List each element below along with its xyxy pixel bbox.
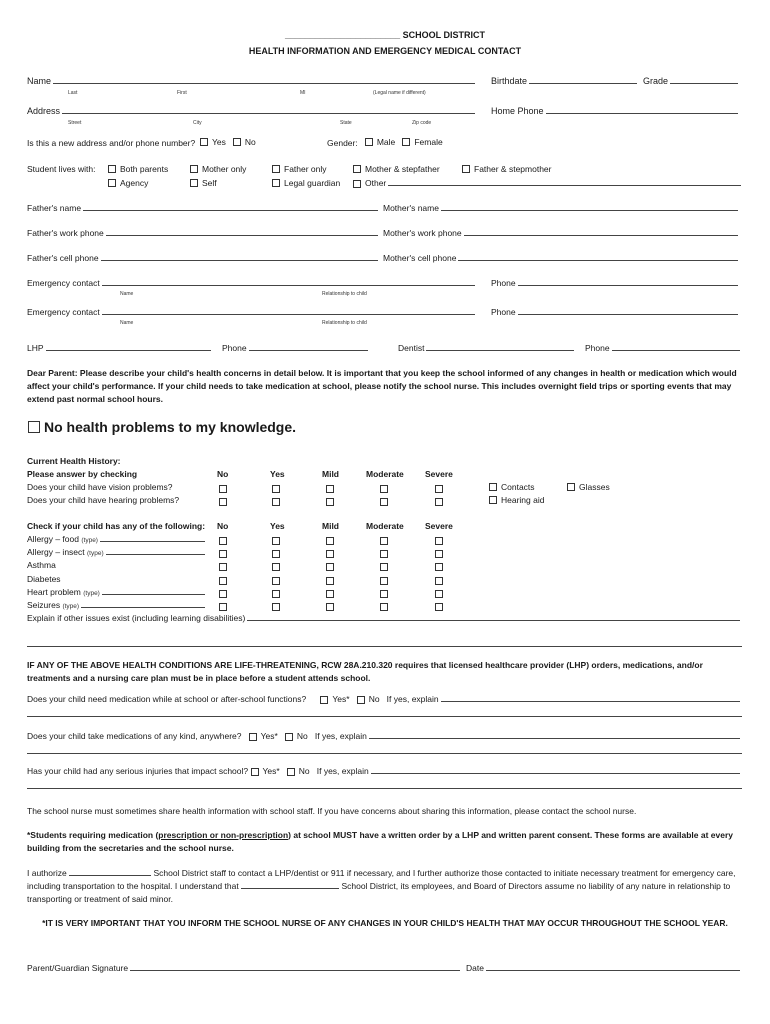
- allergy-insect-mild-checkbox[interactable]: [326, 550, 334, 558]
- vision-moderate-checkbox[interactable]: [380, 485, 388, 493]
- important-notice: *IT IS VERY IMPORTANT THAT YOU INFORM THE SCHOOL NURSE OF ANY CHANGES IN YOUR CHILD'S HEALTH THAT MAY OCCUR THROUGHOUT THE SCHOOL YEAR.: [42, 918, 728, 928]
- seizures-type-field[interactable]: [81, 607, 205, 608]
- no-problems-row: No health problems to my knowledge.: [28, 419, 296, 435]
- dear-parent-text: Dear Parent: Please describe your child's health concerns in detail below. It is important that you keep the school informed of any changes in health or medication which would affect your child's performance. If your child needs to take medication at school, please notify the school nurse. This includes overnight field trips or sporting events that may extend past normal school hours.: [27, 368, 737, 404]
- heart-problem-moderate-checkbox[interactable]: [380, 590, 388, 598]
- lives-other-row: Other: [353, 178, 743, 188]
- emergency-contact-1-field[interactable]: [102, 285, 475, 286]
- asthma-no-checkbox[interactable]: [219, 563, 227, 571]
- vision-severe-checkbox[interactable]: [435, 485, 443, 493]
- fathers-work-phone-field[interactable]: [106, 235, 378, 236]
- lives-self-checkbox[interactable]: [190, 179, 198, 187]
- diabetes-moderate-checkbox[interactable]: [380, 577, 388, 585]
- q3-explain-field[interactable]: [371, 773, 740, 774]
- hearing-no-checkbox[interactable]: [219, 498, 227, 506]
- allergy-insect-no-checkbox[interactable]: [219, 550, 227, 558]
- vision-mild-checkbox[interactable]: [326, 485, 334, 493]
- gender-female-checkbox[interactable]: [402, 138, 410, 146]
- q2-yes-checkbox[interactable]: [249, 733, 257, 741]
- birthdate-field[interactable]: [529, 83, 637, 84]
- vision-yes-checkbox[interactable]: [272, 485, 280, 493]
- mothers-work-phone-field[interactable]: [464, 235, 738, 236]
- home-phone-row: Home Phone: [491, 106, 740, 116]
- contacts-checkbox[interactable]: [489, 483, 497, 491]
- allergy-food-no-checkbox[interactable]: [219, 537, 227, 545]
- allergy-food-severe-checkbox[interactable]: [435, 537, 443, 545]
- gender-male-checkbox[interactable]: [365, 138, 373, 146]
- q3-yes-checkbox[interactable]: [251, 768, 259, 776]
- heart-problem-mild-checkbox[interactable]: [326, 590, 334, 598]
- q2-explain-field[interactable]: [369, 738, 740, 739]
- heart-problem-severe-checkbox[interactable]: [435, 590, 443, 598]
- seizures-severe-checkbox[interactable]: [435, 603, 443, 611]
- lives-father-stepmother-checkbox[interactable]: [462, 165, 470, 173]
- address-field[interactable]: [62, 113, 475, 114]
- lives-both-parents-checkbox[interactable]: [108, 165, 116, 173]
- form-title: HEALTH INFORMATION AND EMERGENCY MEDICAL CONTACT: [248, 46, 522, 56]
- allergy-insect-severe-checkbox[interactable]: [435, 550, 443, 558]
- lives-father-only-checkbox[interactable]: [272, 165, 280, 173]
- new-address-question: Is this a new address and/or phone number? Yes No: [27, 137, 256, 148]
- nurse-note: The school nurse must sometimes share health information with school staff. If you have concerns about sharing this information, please contact the school nurse.: [27, 806, 637, 816]
- lhp-field[interactable]: [46, 350, 211, 351]
- allergy-insect-type-field[interactable]: [106, 554, 205, 555]
- heart-problem-no-checkbox[interactable]: [219, 590, 227, 598]
- lives-other-checkbox[interactable]: [353, 180, 361, 188]
- address-row: Address: [27, 106, 477, 116]
- mothers-cell-phone-field[interactable]: [458, 260, 738, 261]
- seizures-no-checkbox[interactable]: [219, 603, 227, 611]
- fathers-name-field[interactable]: [83, 210, 378, 211]
- name-field[interactable]: [53, 83, 475, 84]
- medication-note: *Students requiring medication (prescription or non-prescription) at school MUST have a written order by a LHP and written parent consent. These forms are available at every building from the secretaries and the school nurse.: [27, 830, 733, 853]
- date-field[interactable]: [486, 970, 740, 971]
- emergency-contact-2-field[interactable]: [102, 314, 475, 315]
- emergency-phone-2-field[interactable]: [518, 314, 738, 315]
- q1-no-checkbox[interactable]: [357, 696, 365, 704]
- explain-other-issues-field[interactable]: [247, 620, 740, 621]
- authorize-district-field[interactable]: [69, 868, 151, 876]
- mothers-name-field[interactable]: [441, 210, 738, 211]
- dentist-field[interactable]: [426, 350, 574, 351]
- name-row: Name: [27, 76, 477, 86]
- asthma-moderate-checkbox[interactable]: [380, 563, 388, 571]
- seizures-moderate-checkbox[interactable]: [380, 603, 388, 611]
- q3-explain-line-2[interactable]: [27, 788, 742, 789]
- hearing-mild-checkbox[interactable]: [326, 498, 334, 506]
- allergy-insect-yes-checkbox[interactable]: [272, 550, 280, 558]
- lives-legal-guardian-checkbox[interactable]: [272, 179, 280, 187]
- lives-mother-only-checkbox[interactable]: [190, 165, 198, 173]
- diabetes-severe-checkbox[interactable]: [435, 577, 443, 585]
- hearing-yes-checkbox[interactable]: [272, 498, 280, 506]
- asthma-severe-checkbox[interactable]: [435, 563, 443, 571]
- diabetes-no-checkbox[interactable]: [219, 577, 227, 585]
- seizures-yes-checkbox[interactable]: [272, 603, 280, 611]
- vision-no-checkbox[interactable]: [219, 485, 227, 493]
- grade-row: Grade: [643, 76, 740, 86]
- authorization-text: I authorize School District staff to contact a LHP/dentist or 911 if necessary, and I further authorize those contacted to initiate necessary treatment for emergency care, including transportation to the hospital. I understand that School District, its employees, and Board of Directors assume no liability of any nature in relationship to transporting or treatment of said minor.: [27, 868, 736, 904]
- diabetes-mild-checkbox[interactable]: [326, 577, 334, 585]
- q1-explain-line-2[interactable]: [27, 716, 742, 717]
- new-address-no-checkbox[interactable]: [233, 138, 241, 146]
- allergy-insect-moderate-checkbox[interactable]: [380, 550, 388, 558]
- signature-field[interactable]: [130, 970, 460, 971]
- hearing-severe-checkbox[interactable]: [435, 498, 443, 506]
- hearing-moderate-checkbox[interactable]: [380, 498, 388, 506]
- birthdate-row: Birthdate: [491, 76, 639, 86]
- liability-district-field[interactable]: [241, 881, 339, 889]
- q3-no-checkbox[interactable]: [287, 768, 295, 776]
- home-phone-field[interactable]: [546, 113, 738, 114]
- dentist-phone-field[interactable]: [612, 350, 740, 351]
- asthma-mild-checkbox[interactable]: [326, 563, 334, 571]
- lhp-phone-field[interactable]: [249, 350, 368, 351]
- hearing-aid-checkbox[interactable]: [489, 496, 497, 504]
- explain-line-2[interactable]: [27, 646, 742, 647]
- grade-field[interactable]: [670, 83, 738, 84]
- no-problems-checkbox[interactable]: [28, 421, 40, 433]
- q1-explain-field[interactable]: [441, 701, 740, 702]
- lives-mother-stepfather-checkbox[interactable]: [353, 165, 361, 173]
- heart-problem-type-field[interactable]: [102, 594, 205, 595]
- district-title: _______________________ SCHOOL DISTRICT: [285, 30, 485, 40]
- q2-no-checkbox[interactable]: [285, 733, 293, 741]
- asthma-yes-checkbox[interactable]: [272, 563, 280, 571]
- allergy-food-yes-checkbox[interactable]: [272, 537, 280, 545]
- lives-other-field[interactable]: [388, 185, 741, 186]
- allergy-food-mild-checkbox[interactable]: [326, 537, 334, 545]
- emergency-phone-1-field[interactable]: [518, 285, 738, 286]
- diabetes-yes-checkbox[interactable]: [272, 577, 280, 585]
- q2-explain-line-2[interactable]: [27, 753, 742, 754]
- heart-problem-yes-checkbox[interactable]: [272, 590, 280, 598]
- allergy-food-moderate-checkbox[interactable]: [380, 537, 388, 545]
- gender-question: Gender: Male Female: [327, 137, 443, 148]
- seizures-mild-checkbox[interactable]: [326, 603, 334, 611]
- q1-yes-checkbox[interactable]: [320, 696, 328, 704]
- fathers-cell-phone-field[interactable]: [101, 260, 378, 261]
- allergy-food-type-field[interactable]: [100, 541, 205, 542]
- new-address-yes-checkbox[interactable]: [200, 138, 208, 146]
- glasses-checkbox[interactable]: [567, 483, 575, 491]
- lives-agency-checkbox[interactable]: [108, 179, 116, 187]
- life-threatening-text: IF ANY OF THE ABOVE HEALTH CONDITIONS ARE LIFE-THREATENING, RCW 28A.210.320 requires that licensed healthcare provider (LHP) orders, medications, and/or treatments and a nursing care plan must be in place before a student attends school.: [27, 660, 703, 683]
